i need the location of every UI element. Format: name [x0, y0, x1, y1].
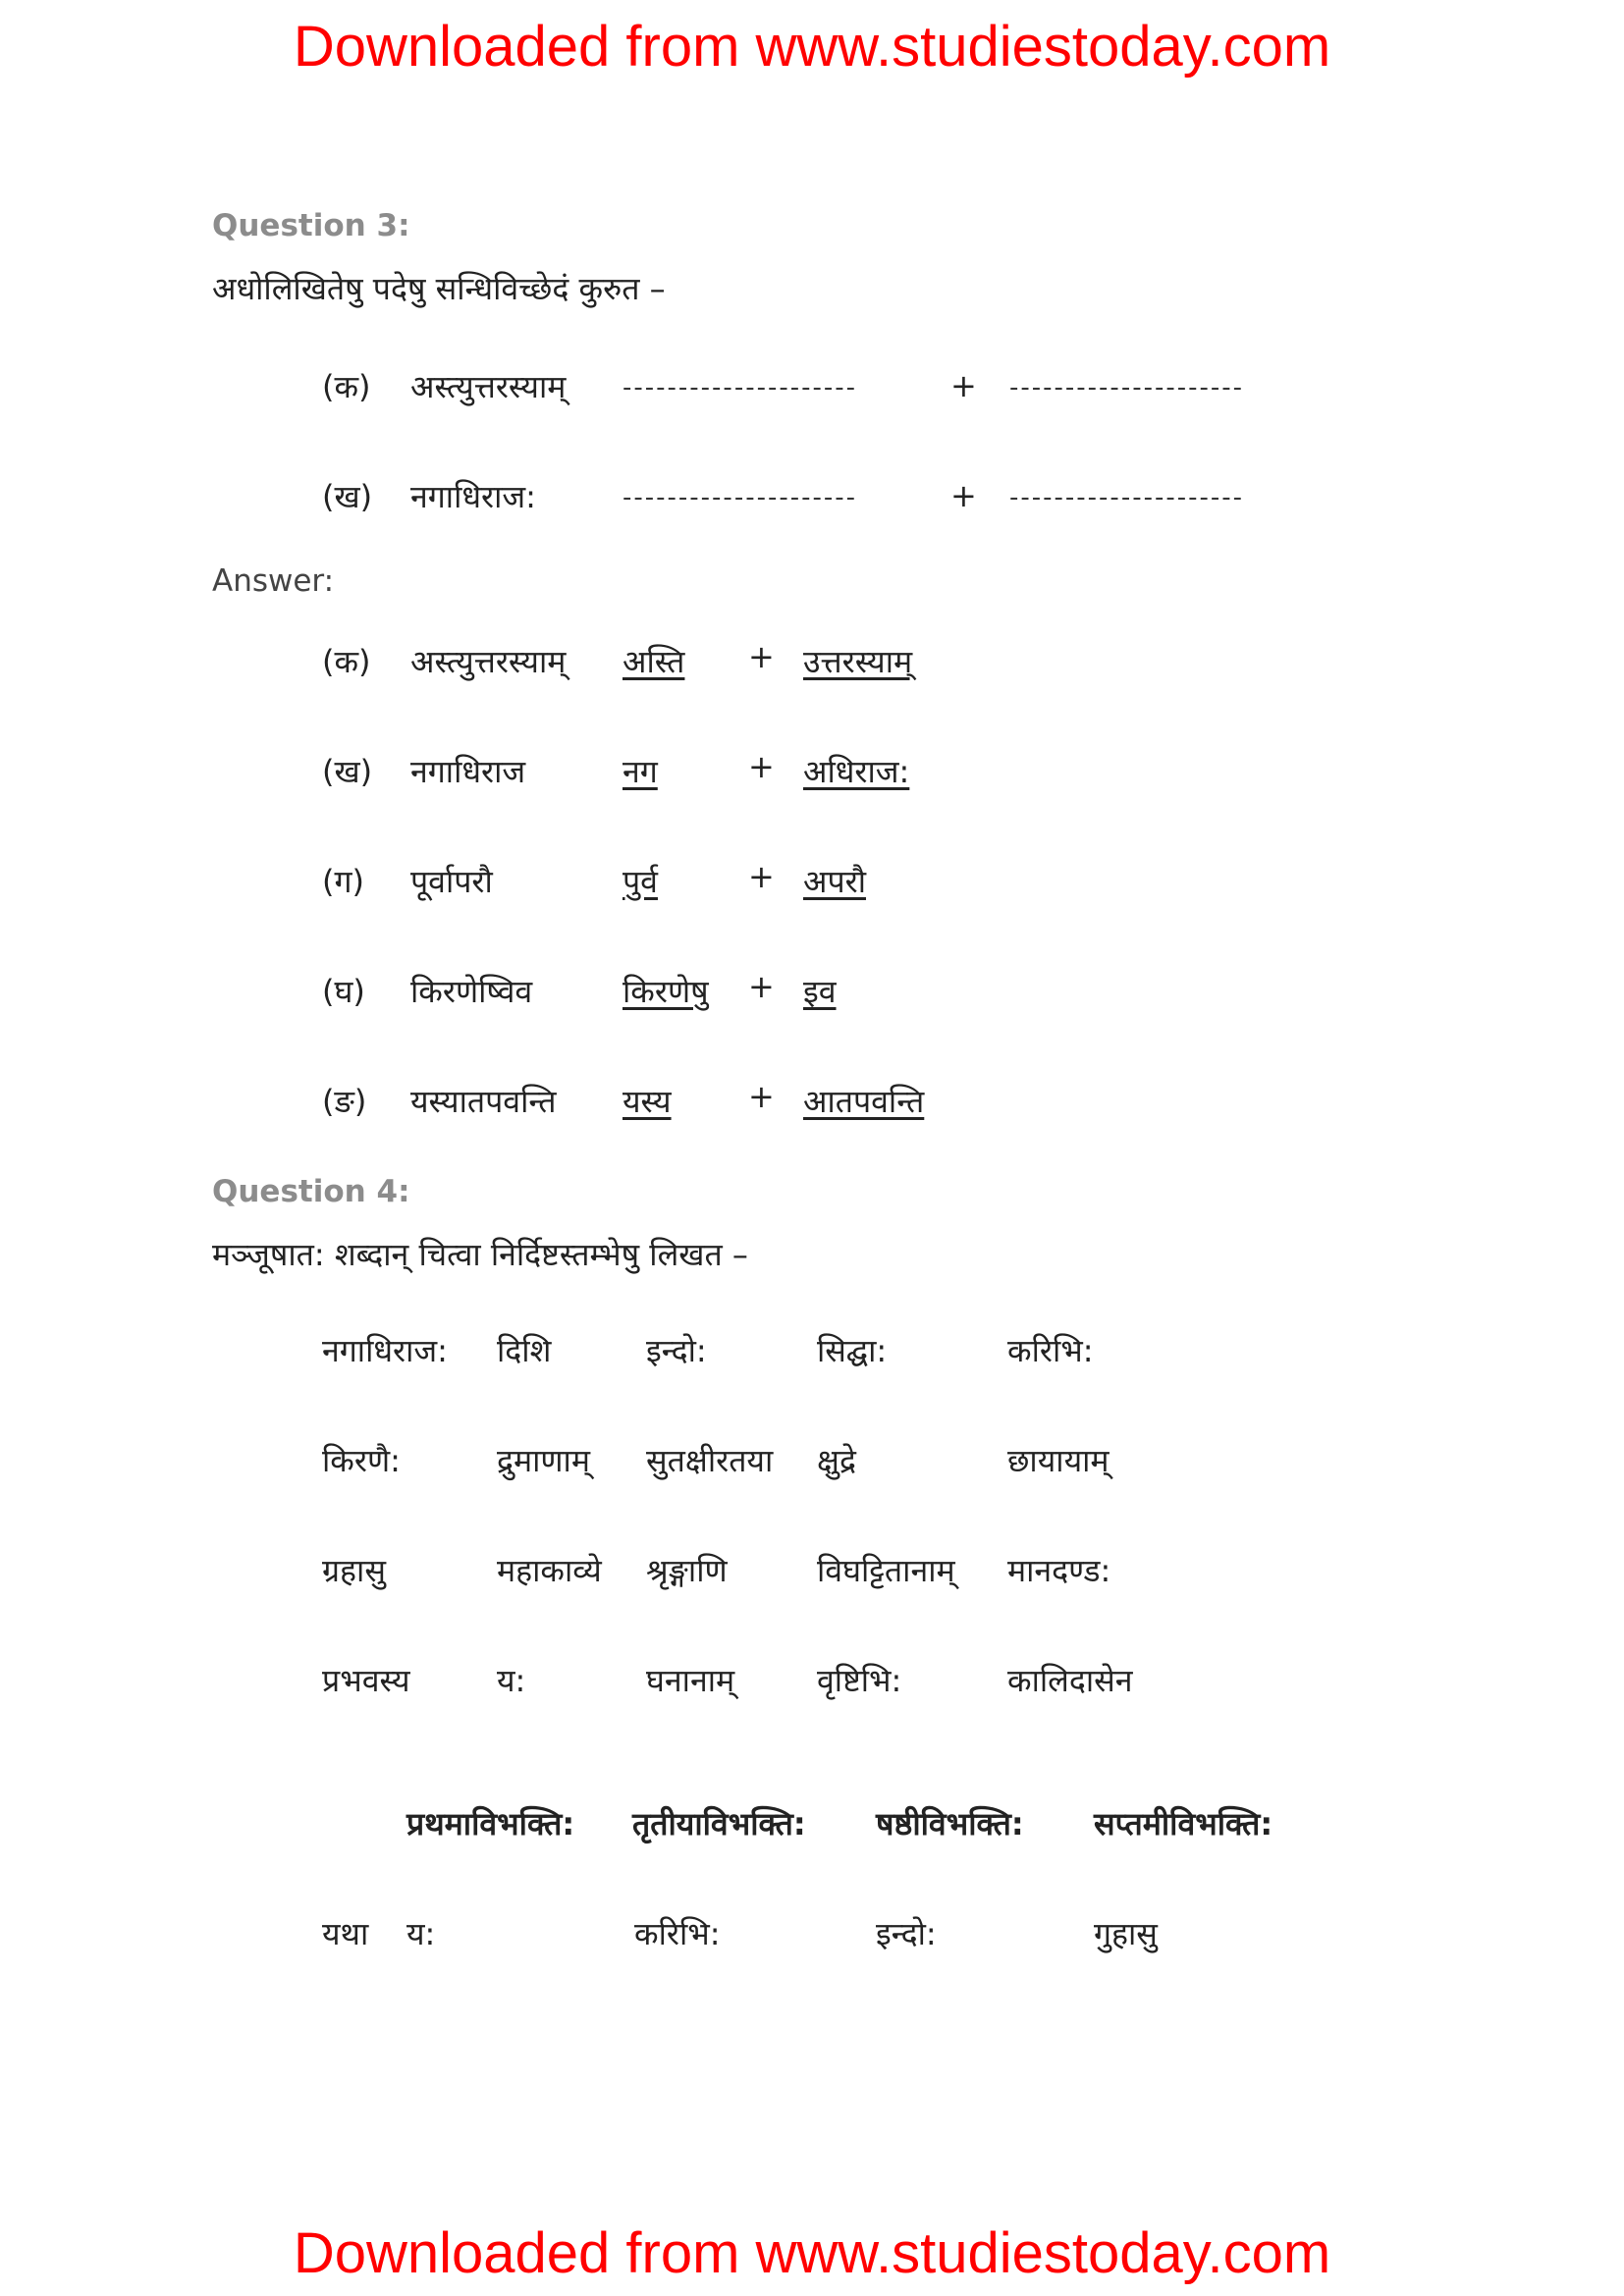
answer-second-part: अपरौ	[803, 863, 867, 900]
blank-line: ---------------------	[1009, 483, 1245, 512]
answer-second-part: अधिराज:	[803, 753, 910, 790]
word-box-item: सुतक्षीरतया	[646, 1442, 774, 1479]
example-label: यथा	[322, 1915, 369, 1952]
word-box-item: महाकाव्ये	[497, 1552, 602, 1589]
column-header: प्रथमाविभक्ति:	[406, 1805, 575, 1842]
answer-second-part: इव	[803, 973, 837, 1010]
plus-sign: +	[950, 367, 977, 404]
item-label: (ख)	[322, 478, 373, 515]
column-header: तृतीयाविभक्ति:	[632, 1805, 806, 1842]
plus-sign: +	[950, 477, 977, 514]
footer-banner: Downloaded from www.studiestoday.com	[293, 2221, 1331, 2285]
word-box-item: घनानाम्	[646, 1662, 735, 1699]
answer-second-part: उत्तरस्याम्	[803, 643, 913, 680]
word-box-item: दिशि	[497, 1332, 552, 1369]
plus-sign: +	[748, 858, 775, 895]
column-header: षष्ठीविभक्ति:	[876, 1805, 1024, 1842]
example-value: करिभि:	[634, 1915, 721, 1952]
answer-word: पूर्वापरौ	[410, 863, 493, 900]
answer-first-part: पुर्व	[623, 863, 658, 900]
question-4-heading: Question 4:	[212, 1174, 410, 1209]
word-box-item: मानदण्ड:	[1007, 1552, 1111, 1589]
plus-sign: +	[748, 748, 775, 785]
word-box-item: वृष्टिभि:	[817, 1662, 902, 1699]
example-value: य:	[406, 1915, 436, 1952]
plus-sign: +	[748, 638, 775, 675]
example-value: इन्दो:	[876, 1915, 937, 1952]
answer-first-part: किरणेषु	[623, 973, 709, 1010]
word-box-item: इन्दो:	[646, 1332, 707, 1369]
answer-first-part: अस्ति	[623, 643, 685, 680]
question-3-instruction: अधोलिखितेषु पदेषु सन्धिविच्छेदं कुरुत –	[212, 270, 666, 307]
answer-label: (ख)	[322, 753, 373, 790]
word-box-item: क्षुद्रे	[817, 1442, 856, 1479]
example-value: गुहासु	[1094, 1915, 1158, 1952]
answer-word: नगाधिराज	[410, 753, 526, 790]
answer-word: किरणेष्विव	[410, 973, 533, 1010]
word-box-item: प्रभवस्य	[322, 1662, 410, 1699]
answer-label: (ग)	[322, 863, 364, 900]
word-box-item: छायायाम्	[1007, 1442, 1110, 1479]
blank-line: ---------------------	[623, 373, 858, 402]
answer-heading: Answer:	[212, 563, 335, 599]
question-4-instruction: मञ्जूषात: शब्दान् चित्वा निर्दिष्टस्तम्भेषु लिखत –	[212, 1236, 748, 1273]
answer-label: (घ)	[322, 973, 365, 1010]
question-3-heading: Question 3:	[212, 208, 410, 243]
answer-label: (क)	[322, 643, 371, 680]
word-box-item: नगाधिराज:	[322, 1332, 448, 1369]
plus-sign: +	[748, 1078, 775, 1115]
word-box-item: द्रुमाणाम्	[497, 1442, 590, 1479]
header-banner: Downloaded from www.studiestoday.com	[293, 15, 1331, 79]
blank-line: ---------------------	[623, 483, 858, 512]
plus-sign: +	[748, 968, 775, 1005]
word-box-item: किरणै:	[322, 1442, 401, 1479]
answer-second-part: आतपवन्ति	[803, 1083, 925, 1120]
word-box-item: सिद्घा:	[817, 1332, 888, 1369]
word-box-item: य:	[497, 1662, 526, 1699]
blank-line: ---------------------	[1009, 373, 1245, 402]
item-label: (क)	[322, 368, 371, 405]
answer-first-part: यस्य	[623, 1083, 672, 1120]
answer-label: (ङ)	[322, 1083, 367, 1120]
word-box-item: ग्रहासु	[322, 1552, 386, 1589]
word-box-item: कालिदासेन	[1007, 1662, 1133, 1699]
word-box-item: करिभि:	[1007, 1332, 1094, 1369]
item-word: नगाधिराज:	[410, 478, 536, 515]
column-header: सप्तमीविभक्ति:	[1094, 1805, 1273, 1842]
word-box-item: विघट्टितानाम्	[817, 1552, 955, 1589]
answer-first-part: नग	[623, 753, 658, 790]
answer-word: यस्यातपवन्ति	[410, 1083, 557, 1120]
answer-word: अस्त्युत्तरस्याम्	[410, 643, 567, 680]
item-word: अस्त्युत्तरस्याम्	[410, 368, 567, 405]
word-box-item: श्रृङ्गाणि	[646, 1552, 728, 1589]
